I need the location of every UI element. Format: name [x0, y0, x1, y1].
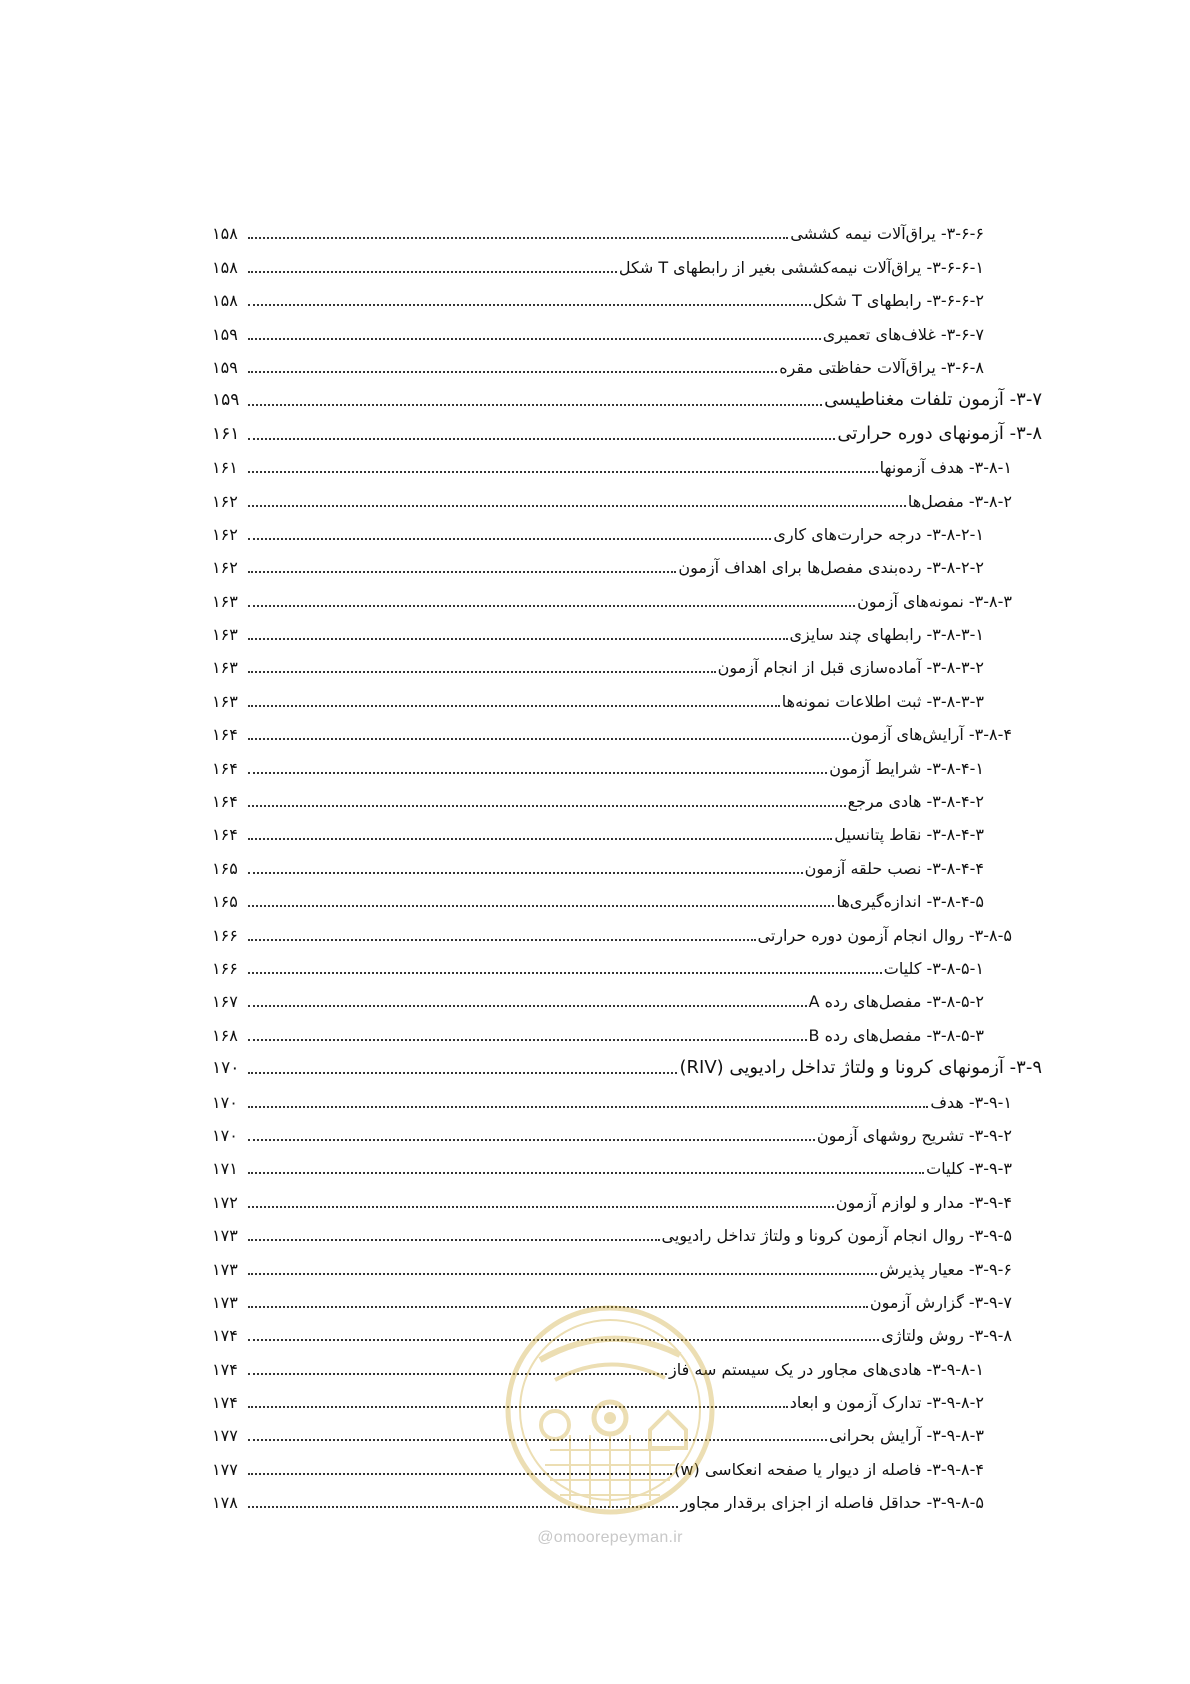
- toc-entry[interactable]: [212, 1014, 1042, 1047]
- toc-entry-page-number: ۱۶۱: [212, 458, 238, 478]
- toc-entry-page-number: ۱۶۲: [212, 491, 238, 511]
- watermark-logo-icon: [500, 1300, 720, 1520]
- toc-dot-leader: [248, 1239, 660, 1241]
- toc-entry[interactable]: [212, 480, 1042, 513]
- toc-entry-title: ۳-۸-۵-۳- مفصل‌های رده B: [808, 1025, 984, 1045]
- toc-entry-title: ۳-۸- آزمونهای دوره حرارتی: [837, 422, 1042, 444]
- toc-entry-title: ۳-۸-۴-۵- اندازه‌گیری‌ها: [836, 892, 984, 912]
- toc-entry[interactable]: [212, 1148, 1042, 1181]
- toc-entry-page-number: ۱۷۴: [212, 1359, 238, 1379]
- toc-entry-page-number: ۱۶۴: [212, 825, 238, 845]
- toc-entry-page-number: ۱۶۶: [212, 925, 238, 945]
- toc-entry[interactable]: [212, 814, 1042, 847]
- toc-entry-page-number: ۱۷۲: [212, 1192, 238, 1212]
- toc-entry-title: ۳-۸-۵- روال انجام آزمون دوره حرارتی: [757, 925, 1012, 945]
- toc-entry-page-number: ۱۶۴: [212, 758, 238, 778]
- toc-entry[interactable]: [212, 781, 1042, 814]
- toc-dot-leader: [248, 571, 676, 573]
- toc-dot-leader: [248, 1005, 807, 1007]
- toc-entry-page-number: ۱۵۹: [212, 357, 238, 377]
- toc-entry-title: ۳-۸-۱- هدف آزمونها: [879, 458, 1012, 478]
- toc-entry[interactable]: [212, 246, 1042, 279]
- toc-entry-page-number: ۱۵۸: [212, 257, 238, 277]
- toc-entry[interactable]: [212, 948, 1042, 981]
- toc-entry[interactable]: [212, 547, 1042, 580]
- toc-dot-leader: [248, 905, 834, 907]
- toc-dot-leader: [248, 304, 811, 306]
- toc-entry[interactable]: [212, 981, 1042, 1014]
- toc-entry-page-number: ۱۶۴: [212, 792, 238, 812]
- toc-entry-page-number: ۱۵۸: [212, 291, 238, 311]
- toc-dot-leader: [248, 338, 821, 340]
- toc-entry[interactable]: [212, 647, 1042, 680]
- toc-dot-leader: [248, 705, 780, 707]
- toc-entry-page-number: ۱۷۴: [212, 1326, 238, 1346]
- toc-entry[interactable]: [212, 1248, 1042, 1281]
- toc-entry-page-number: ۱۷۷: [212, 1426, 238, 1446]
- toc-entry-page-number: ۱۶۱: [212, 423, 240, 444]
- toc-entry-title: ۳-۸-۴-۴- نصب حلقه آزمون: [804, 858, 984, 878]
- toc-entry-title: ۳-۹-۶- معیار پذیرش: [879, 1259, 1012, 1279]
- toc-entry-title: ۳-۸-۳- نمونه‌های آزمون: [857, 591, 1012, 611]
- toc-entry-title: ۳-۶-۸- یراق‌آلات حفاظتی مقره: [779, 357, 984, 377]
- toc-entry-page-number: ۱۵۸: [212, 224, 238, 244]
- toc-dot-leader: [248, 404, 822, 406]
- toc-entry-page-number: ۱۶۳: [212, 691, 238, 711]
- toc-dot-leader: [248, 271, 617, 273]
- toc-entry[interactable]: [212, 1115, 1042, 1148]
- toc-entry-title: ۳-۸-۴-۱- شرایط آزمون: [829, 758, 984, 778]
- toc-dot-leader: [248, 605, 855, 607]
- toc-dot-leader: [248, 1139, 815, 1141]
- toc-entry-page-number: ۱۷۳: [212, 1292, 238, 1312]
- toc-dot-leader: [248, 1072, 677, 1074]
- toc-dot-leader: [248, 371, 777, 373]
- toc-entry[interactable]: [212, 1181, 1042, 1214]
- toc-entry[interactable]: [212, 514, 1042, 547]
- toc-entry-page-number: ۱۷۸: [212, 1493, 238, 1513]
- toc-entry[interactable]: [212, 580, 1042, 613]
- toc-entry[interactable]: [212, 847, 1042, 880]
- toc-entry[interactable]: [212, 747, 1042, 780]
- toc-entry-page-number: ۱۷۷: [212, 1459, 238, 1479]
- toc-entry-page-number: ۱۶۲: [212, 524, 238, 544]
- toc-entry-page-number: ۱۶۳: [212, 625, 238, 645]
- toc-entry-page-number: ۱۶۶: [212, 958, 238, 978]
- toc-entry-title: ۳-۸-۴-۲- هادی مرجع: [847, 792, 984, 812]
- toc-dot-leader: [248, 638, 788, 640]
- toc-entry-page-number: ۱۷۱: [212, 1159, 238, 1179]
- toc-entry-page-number: ۱۶۲: [212, 558, 238, 578]
- toc-entry-page-number: ۱۵۹: [212, 390, 240, 411]
- toc-entry[interactable]: [212, 313, 1042, 346]
- toc-entry-title: ۳-۹-۱- هدف: [930, 1092, 1012, 1112]
- toc-entry[interactable]: [212, 714, 1042, 747]
- toc-entry-page-number: ۱۶۳: [212, 658, 238, 678]
- toc-entry-title: ۳-۸-۲-۲- رده‌بندی مفصل‌ها برای اهداف آزمون: [678, 558, 984, 578]
- toc-dot-leader: [248, 1106, 928, 1108]
- toc-entry-page-number: ۱۷۳: [212, 1226, 238, 1246]
- toc-entry-title: ۳-۸-۳-۱- رابطهای چند سایزی: [789, 625, 984, 645]
- toc-entry-title: ۳-۸-۵-۱- کلیات: [883, 958, 984, 978]
- toc-entry-title: ۳-۷- آزمون تلفات مغناطیسی: [824, 389, 1042, 411]
- toc-entry-title: ۳-۶-۶- یراق‌آلات نیمه کششی: [790, 224, 984, 244]
- toc-entry-title: ۳-۹-۸-۴- فاصله از دیوار یا صفحه انعکاسی (w): [674, 1459, 984, 1479]
- toc-entry-title: ۳-۹-۲- تشریح روشهای آزمون: [816, 1125, 1012, 1145]
- toc-entry-page-number: ۱۶۴: [212, 725, 238, 745]
- toc-entry-title: ۳-۸-۲-۱- درجه حرارت‌های کاری: [773, 524, 984, 544]
- toc-entry-title: ۳-۸-۵-۲- مفصل‌های رده A: [808, 992, 984, 1012]
- toc-entry-title: ۳-۶-۷- غلاف‌های تعمیری: [822, 324, 984, 344]
- toc-dot-leader: [248, 872, 803, 874]
- toc-entry-title: ۳-۹-۷- گزارش آزمون: [869, 1292, 1012, 1312]
- toc-entry[interactable]: [212, 1081, 1042, 1114]
- toc-entry-title: ۳-۹-۸-۵- حداقل فاصله از اجزای برقدار مجاور: [680, 1493, 984, 1513]
- toc-entry[interactable]: [212, 914, 1042, 947]
- toc-entry-title: ۳-۸-۴- آرایش‌های آزمون: [850, 725, 1012, 745]
- toc-entry-title: ۳-۹-۳- کلیات: [926, 1159, 1012, 1179]
- toc-entry-title: ۳-۹- آزمونهای کرونا و ولتاژ تداخل رادیویی (RIV): [679, 1057, 1042, 1079]
- toc-dot-leader: [248, 738, 849, 740]
- toc-entry-page-number: ۱۷۴: [212, 1393, 238, 1413]
- toc-entry-page-number: ۱۶۵: [212, 858, 238, 878]
- toc-entry-page-number: ۱۵۹: [212, 324, 238, 344]
- toc-entry[interactable]: [212, 680, 1042, 713]
- toc-dot-leader: [248, 1273, 877, 1275]
- toc-entry-title: ۳-۸-۳-۲- آماده‌سازی قبل از انجام آزمون: [717, 658, 984, 678]
- toc-entry-page-number: ۱۷۳: [212, 1259, 238, 1279]
- toc-entry-page-number: ۱۷۰: [212, 1092, 238, 1112]
- toc-entry-title: ۳-۹-۴- مدار و لوازم آزمون: [835, 1192, 1012, 1212]
- toc-entry-title: ۳-۹-۸-۲- تدارک آزمون و ابعاد: [789, 1393, 984, 1413]
- toc-entry[interactable]: [212, 1215, 1042, 1248]
- toc-entry-title: ۳-۸-۳-۳- ثبت اطلاعات نمونه‌ها: [781, 691, 984, 711]
- toc-entry-title: ۳-۹-۸-۳- آرایش بحرانی: [829, 1426, 984, 1446]
- toc-dot-leader: [248, 538, 771, 540]
- toc-entry[interactable]: [212, 614, 1042, 647]
- toc-entry[interactable]: [212, 213, 1042, 246]
- toc-entry-page-number: ۱۶۵: [212, 892, 238, 912]
- toc-entry-title: ۳-۶-۶-۱- یراق‌آلات نیمه‌کششی بغیر از رابطهای T شکل: [618, 257, 984, 277]
- toc-entry-page-number: ۱۷۰: [212, 1125, 238, 1145]
- toc-dot-leader: [248, 438, 835, 440]
- toc-entry[interactable]: [212, 1048, 1042, 1081]
- toc-entry[interactable]: [212, 347, 1042, 380]
- toc-entry-title: ۳-۶-۶-۲- رابطهای T شکل: [812, 291, 984, 311]
- toc-dot-leader: [248, 838, 832, 840]
- toc-entry[interactable]: [212, 280, 1042, 313]
- toc-dot-leader: [248, 671, 716, 673]
- toc-entry-page-number: ۱۶۸: [212, 1025, 238, 1045]
- toc-dot-leader: [248, 939, 756, 941]
- toc-entry-title: ۳-۹-۵- روال انجام آزمون کرونا و ولتاژ تداخل رادیویی: [661, 1226, 1012, 1246]
- toc-dot-leader: [248, 772, 827, 774]
- toc-entry[interactable]: [212, 881, 1042, 914]
- toc-dot-leader: [248, 1206, 834, 1208]
- toc-entry[interactable]: [212, 413, 1042, 446]
- toc-dot-leader: [248, 237, 788, 239]
- toc-entry-page-number: ۱۷۰: [212, 1058, 240, 1079]
- toc-entry-page-number: ۱۶۳: [212, 591, 238, 611]
- toc-entry-page-number: ۱۶۷: [212, 992, 238, 1012]
- toc-entry[interactable]: [212, 380, 1042, 413]
- watermark-site-text: @omoorepeyman.ir: [537, 1529, 683, 1546]
- toc-entry-title: ۳-۸-۴-۳- نقاط پتانسیل: [834, 825, 984, 845]
- toc-entry[interactable]: [212, 447, 1042, 480]
- toc-dot-leader: [248, 1039, 807, 1041]
- toc-dot-leader: [248, 505, 906, 507]
- toc-dot-leader: [248, 471, 878, 473]
- toc-dot-leader: [248, 805, 846, 807]
- toc-dot-leader: [248, 1172, 924, 1174]
- toc-entry-title: ۳-۸-۲- مفصل‌ها: [907, 491, 1012, 511]
- toc-dot-leader: [248, 972, 882, 974]
- toc-entry-title: ۳-۹-۸-۱- هادی‌های مجاور در یک سیستم سه فاز: [669, 1359, 984, 1379]
- toc-entry-title: ۳-۹-۸- روش ولتاژی: [881, 1326, 1012, 1346]
